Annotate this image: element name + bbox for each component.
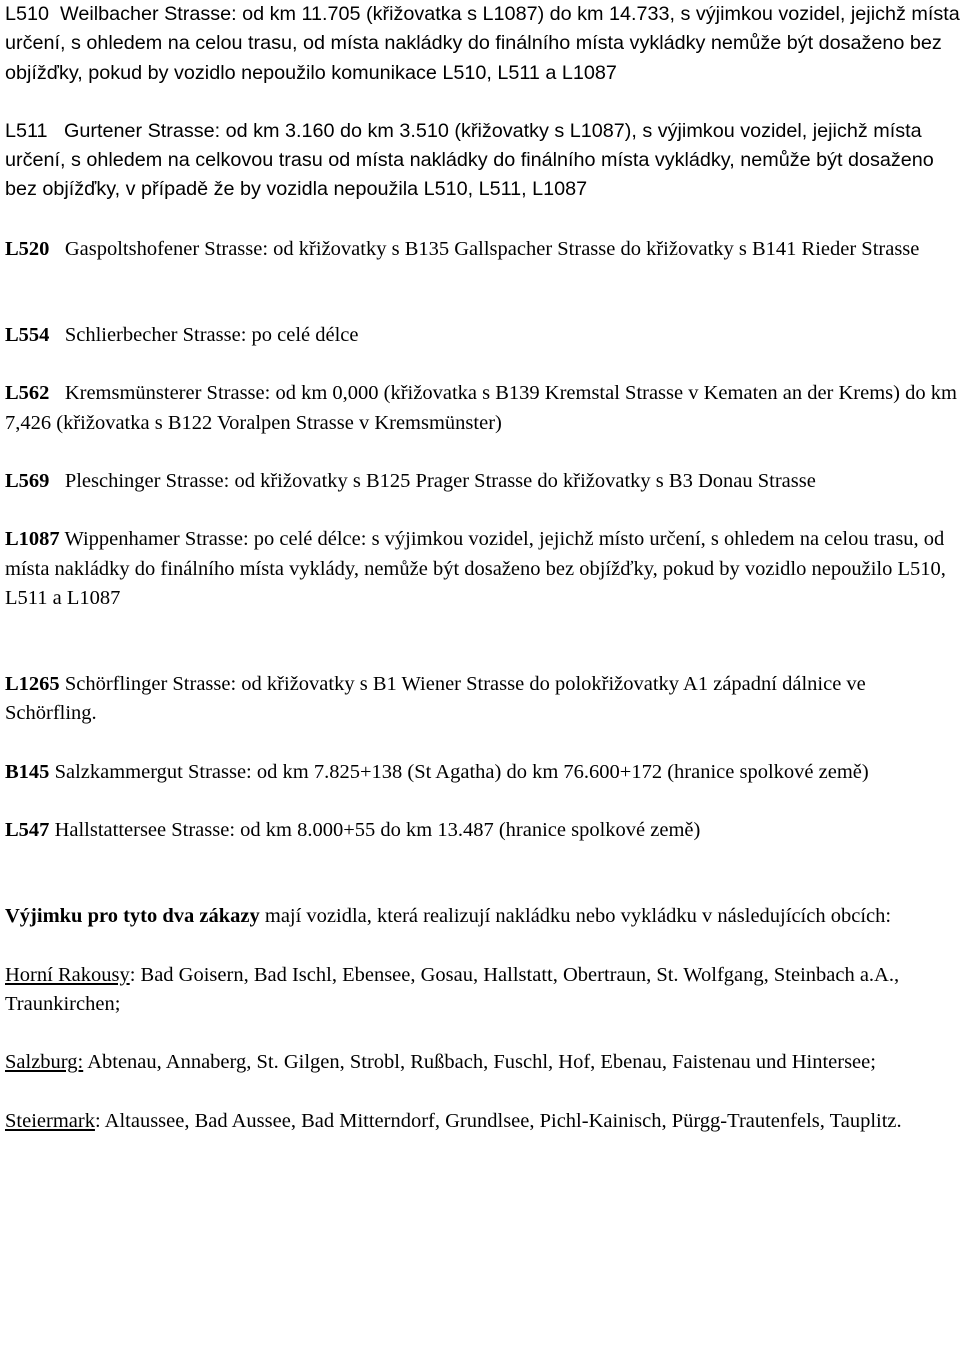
road-description: Schlierbecher Strasse: po celé délce: [64, 324, 359, 347]
road-description: Weilbacher Strasse: od km 11.705 (křižovatka s L1087) do km 14.733, s výjimkou vozidel, jejichž místa určení, s ohledem na celou trasu, od místa nakládky do finálního místa vykládky nemůže být dosaženo bez objížďky, pokud by vozidlo nepoužilo komunikace L510, L511 a L1087: [5, 3, 960, 84]
region-name: Steiermark: [5, 1109, 95, 1132]
road-entry-l511: [5, 117, 960, 205]
road-code: L511: [5, 119, 48, 142]
road-code: L1087: [5, 528, 60, 551]
road-entry-l1265: [5, 670, 960, 729]
road-code: L569: [5, 469, 50, 492]
road-entry-l1087: [5, 525, 960, 613]
exemption-paragraph: [5, 902, 960, 931]
region-upper-austria: [5, 961, 960, 1020]
exemption-text: mají vozidla, která realizují nakládku nebo vykládku v následujících obcích:: [259, 905, 892, 928]
road-entry-l569: [5, 467, 960, 496]
road-entry-l510: [5, 0, 960, 88]
road-code: L547: [5, 819, 50, 842]
road-description: Hallstattersee Strasse: od km 8.000+55 do km 13.487 (hranice spolkové země): [54, 819, 701, 842]
road-code: L510: [5, 3, 50, 25]
road-entry-l520: [5, 235, 960, 264]
road-description: Wippenhamer Strasse: po celé délce: s výjimkou vozidel, jejichž místo určení, s ohledem na celou trasu, od místa nakládky do finálního místa vyklády, nemůže být dosaženo bez objížďky, pokud by vozidlo nepoužilo L510, L511 a L1087: [5, 528, 946, 609]
road-description: Schörflinger Strasse: od křižovatky s B1 Wiener Strasse do polokřižovatky A1 západní dálnice ve Schörfling.: [5, 673, 866, 725]
region-places: Altaussee, Bad Aussee, Bad Mitterndorf, Grundlsee, Pichl-Kainisch, Pürgg-Trautenfels, Tauplitz.: [100, 1109, 902, 1132]
region-name: Horní Rakousy: [5, 963, 130, 986]
road-code: L520: [5, 237, 50, 260]
region-styria: [5, 1107, 960, 1136]
road-code: L1265: [5, 673, 60, 696]
road-description: Salzkammergut Strasse: od km 7.825+138 (St Agatha) do km 76.600+172 (hranice spolkové země): [54, 760, 869, 783]
region-separator: :: [129, 963, 136, 986]
road-description: Gurtener Strasse: od km 3.160 do km 3.510 (křižovatky s L1087), s výjimkou vozidel, jejichž místa určení, s ohledem na celkovou trasu od místa nakládky do finálního místa vykládky, nemůže být dosaženo bez objížďky, v případě že by vozidla nepoužila L510, L511, L1087: [5, 119, 934, 201]
region-places: Abtenau, Annaberg, St. Gilgen, Strobl, Rußbach, Fuschl, Hof, Ebenau, Faistenau und Hintersee;: [83, 1051, 876, 1074]
region-separator: :: [94, 1109, 101, 1132]
region-name: Salzburg:: [5, 1051, 84, 1074]
road-entry-l562: [5, 379, 960, 438]
exemption-heading: Výjimku pro tyto dva zákazy: [5, 905, 260, 928]
road-code: L562: [5, 382, 50, 405]
road-entry-b145: [5, 758, 960, 787]
region-salzburg: [5, 1048, 960, 1077]
road-description: Kremsmünsterer Strasse: od km 0,000 (křižovatka s B139 Kremstal Strasse v Kematen an der Krems) do km 7,426 (křižovatka s B122 Voralpen Strasse v Kremsmünster): [5, 382, 957, 434]
region-places: Bad Goisern, Bad Ischl, Ebensee, Gosau, Hallstatt, Obertraun, St. Wolfgang, Steinbach a.A., Traunkirchen;: [5, 963, 900, 1015]
document-page: [5, 0, 960, 1136]
road-code: L554: [5, 324, 50, 347]
road-description: Gaspoltshofener Strasse: od křižovatky s B135 Gallspacher Strasse do křižovatky s B141 Rieder Strasse: [64, 237, 920, 260]
road-code: B145: [5, 760, 50, 783]
road-description: Pleschinger Strasse: od křižovatky s B125 Prager Strasse do křižovatky s B3 Donau Strasse: [64, 469, 816, 492]
road-entry-l554: [5, 321, 960, 350]
road-entry-l547: [5, 816, 960, 845]
